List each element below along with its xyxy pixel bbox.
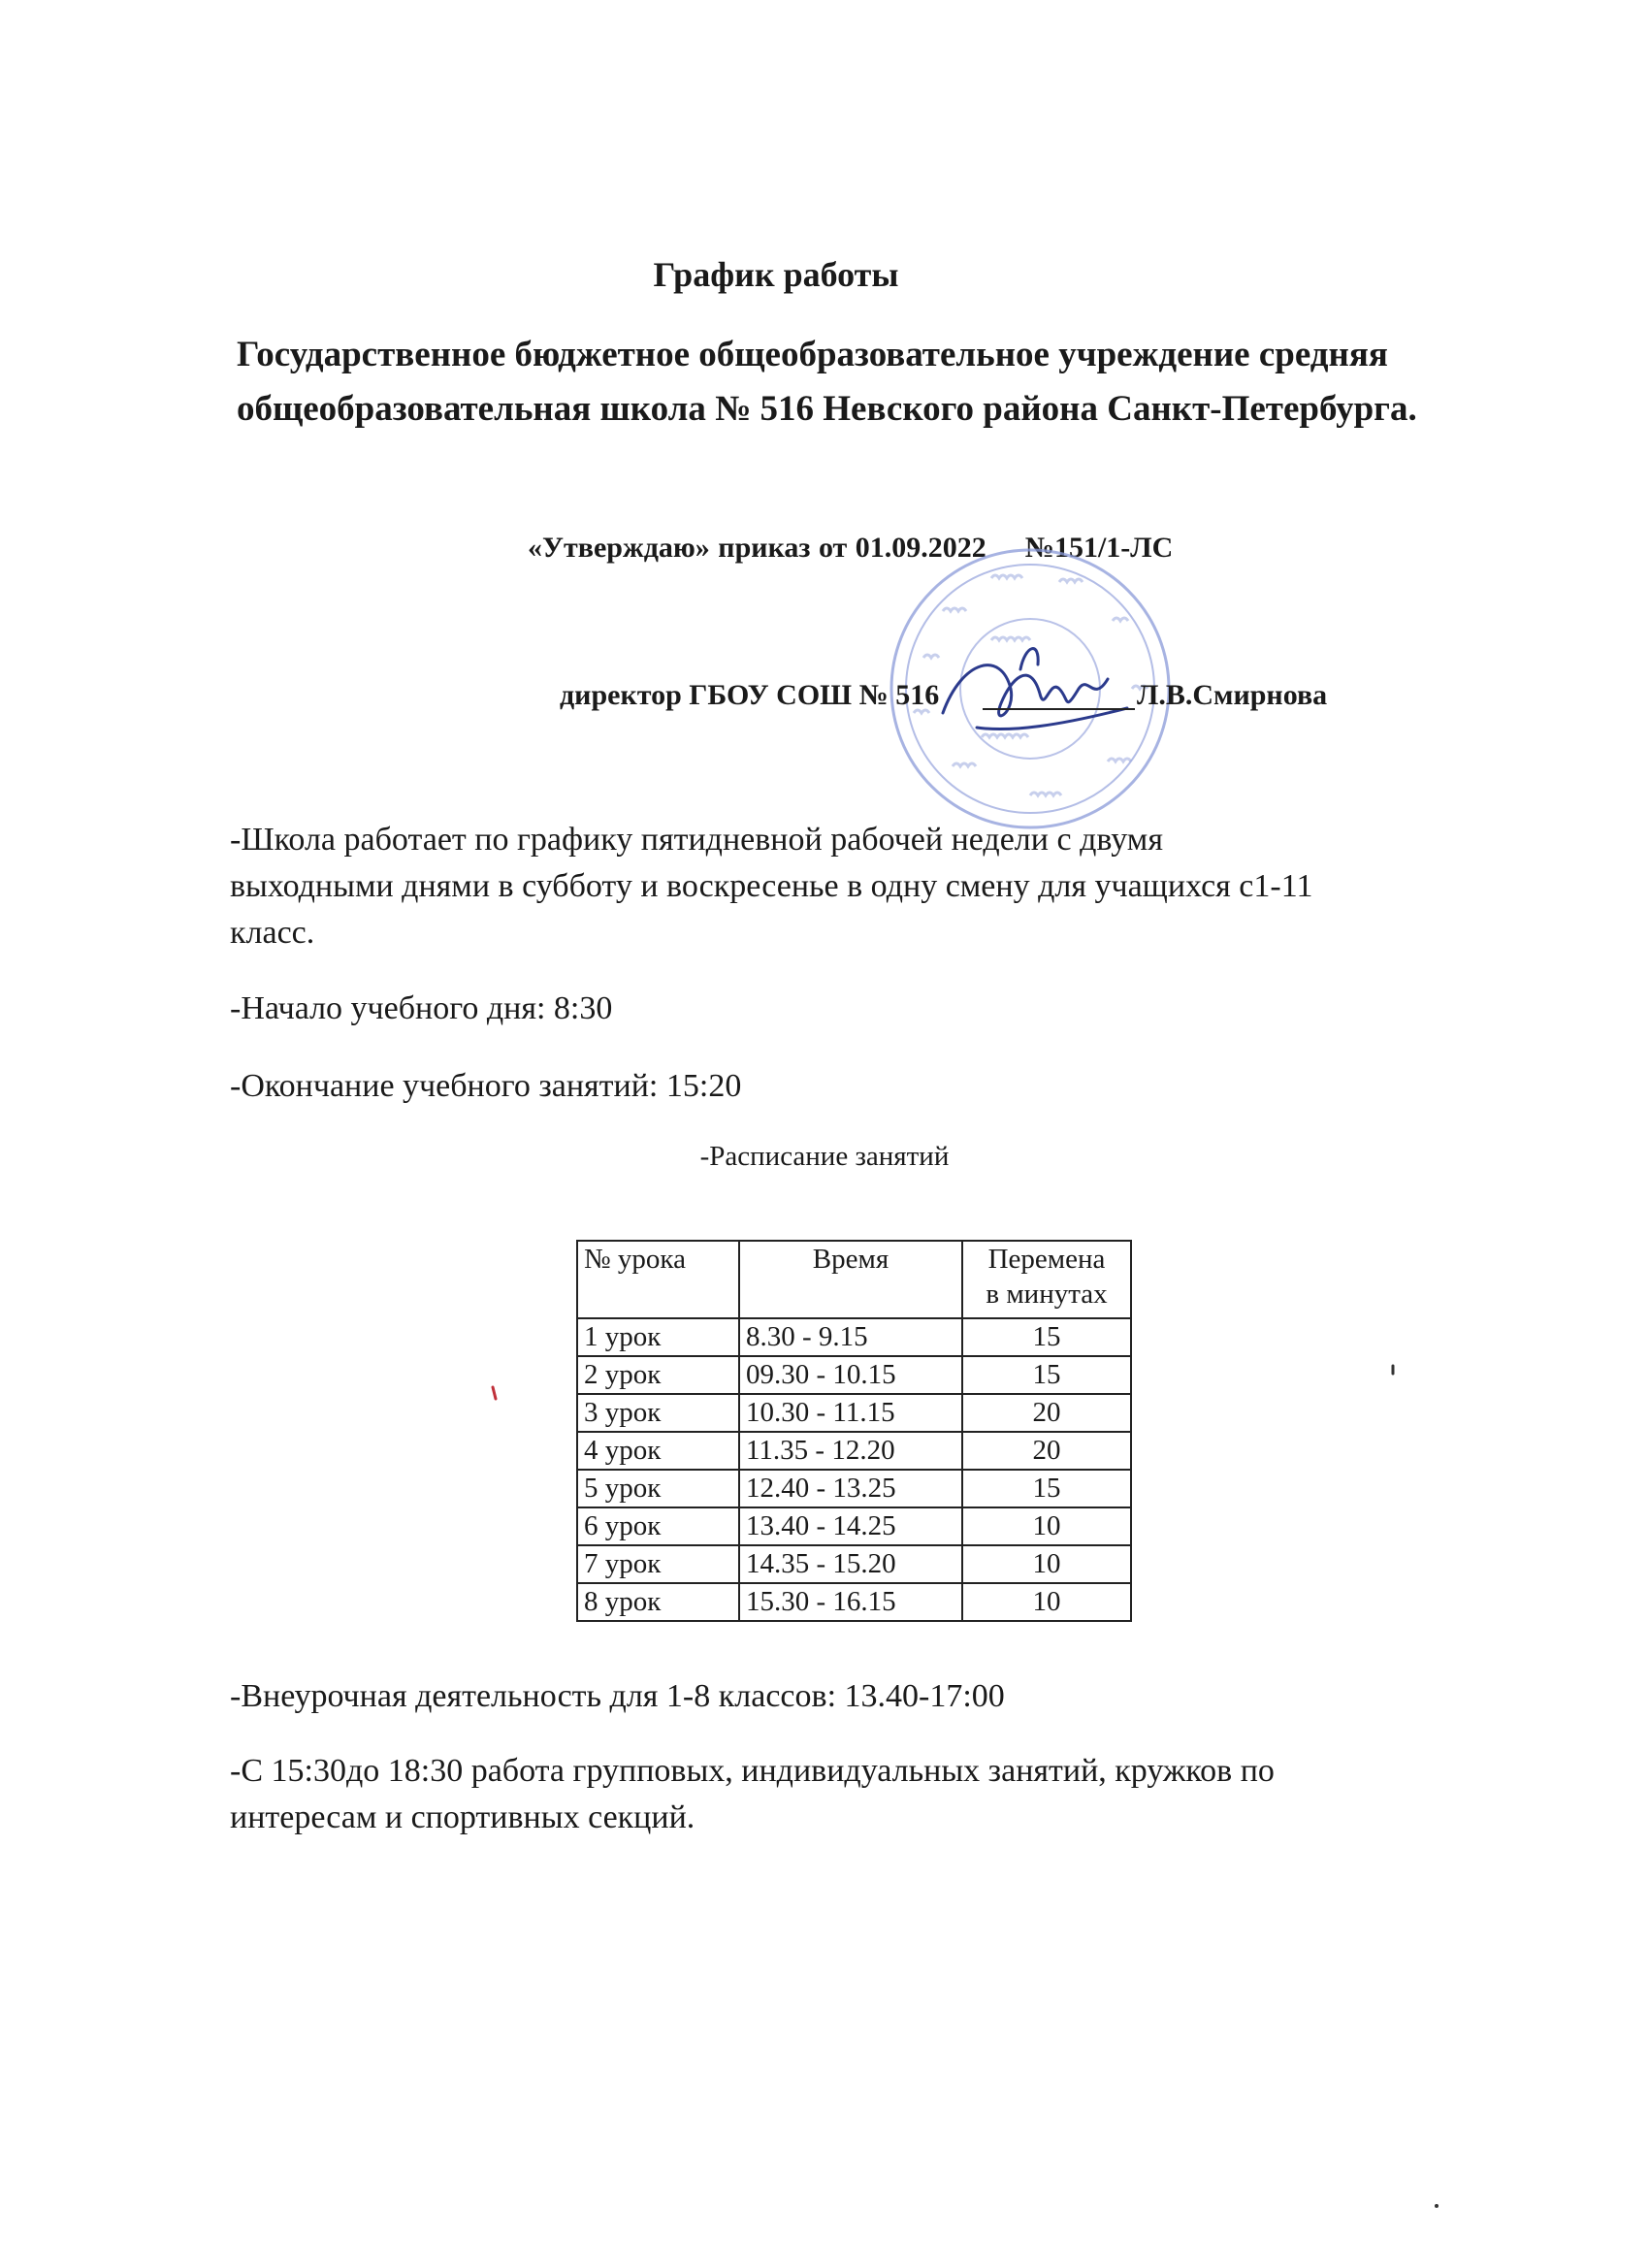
group-activities-line-2: интересам и спортивных секций.	[230, 1799, 695, 1835]
table-row	[577, 1470, 1131, 1507]
work-week-line-2: выходными днями в субботу и воскресенье в одну смену для учащихся с1-11	[230, 868, 1313, 904]
lesson-cell: 8 урок	[577, 1583, 739, 1621]
scan-speck	[1433, 2202, 1440, 2210]
break-cell: 15	[962, 1356, 1131, 1394]
table-row	[577, 1545, 1131, 1583]
break-cell: 10	[962, 1583, 1131, 1621]
lesson-cell: 2 урок	[577, 1356, 739, 1394]
director-name: Л.В.Смирнова	[1137, 679, 1328, 711]
lesson-cell: 4 урок	[577, 1432, 739, 1470]
header-break-line-1: Перемена	[987, 1244, 1106, 1275]
lesson-cell: 6 урок	[577, 1507, 739, 1545]
header-break	[962, 1241, 1131, 1318]
classes-end: -Окончание учебного занятий: 15:20	[230, 1068, 742, 1104]
time-cell: 8.30 - 9.15	[739, 1318, 962, 1356]
extracurricular-activities: -Внеурочная деятельность для 1-8 классов: 13.40-17:00	[230, 1678, 1005, 1714]
time-cell: 14.35 - 15.20	[739, 1545, 962, 1583]
table-row	[577, 1432, 1131, 1470]
school-day-start: -Начало учебного дня: 8:30	[230, 990, 613, 1026]
time-cell: 12.40 - 13.25	[739, 1470, 962, 1507]
time-cell: 13.40 - 14.25	[739, 1507, 962, 1545]
organization-name-line-2: общеобразовательная школа № 516 Невского района Санкт-Петербурга.	[237, 389, 1417, 429]
group-activities-line-1: -С 15:30до 18:30 работа групповых, индивидуальных занятий, кружков по	[230, 1753, 1275, 1789]
break-cell: 20	[962, 1394, 1131, 1432]
break-cell: 15	[962, 1318, 1131, 1356]
break-cell: 20	[962, 1432, 1131, 1470]
break-cell: 10	[962, 1507, 1131, 1545]
approval-text: «Утверждаю» приказ от 01.09.2022	[528, 532, 986, 564]
time-cell: 11.35 - 12.20	[739, 1432, 962, 1470]
table-row	[577, 1507, 1131, 1545]
organization-name-line-1: Государственное бюджетное общеобразовательное учреждение средняя	[237, 335, 1388, 374]
work-week-line-1: -Школа работает по графику пятидневной рабочей недели с двумя	[230, 822, 1163, 858]
table-row	[577, 1394, 1131, 1432]
time-cell: 10.30 - 11.15	[739, 1394, 962, 1432]
header-lesson: № урока	[577, 1241, 739, 1318]
director-title: директор ГБОУ СОШ № 516	[560, 679, 940, 711]
lesson-schedule-table	[576, 1240, 1132, 1622]
table-header-row	[577, 1241, 1131, 1318]
document-title: График работы	[653, 255, 899, 294]
lesson-cell: 3 урок	[577, 1394, 739, 1432]
work-week-line-3: класс.	[230, 915, 315, 951]
table-row	[577, 1583, 1131, 1621]
table-row	[577, 1356, 1131, 1394]
signature-line	[983, 708, 1135, 710]
time-cell: 09.30 - 10.15	[739, 1356, 962, 1394]
lesson-cell: 5 урок	[577, 1470, 739, 1507]
schedule-heading: -Расписание занятий	[699, 1141, 950, 1172]
header-time: Время	[739, 1241, 962, 1318]
break-cell: 15	[962, 1470, 1131, 1507]
time-cell: 15.30 - 16.15	[739, 1583, 962, 1621]
table-row	[577, 1318, 1131, 1356]
header-break-line-2: в минутах	[986, 1279, 1108, 1310]
break-cell: 10	[962, 1545, 1131, 1583]
scan-speck	[1389, 1364, 1397, 1376]
lesson-cell: 7 урок	[577, 1545, 739, 1583]
lesson-cell: 1 урок	[577, 1318, 739, 1356]
scan-speck-red	[490, 1385, 500, 1401]
order-number: №151/1-ЛС	[1024, 532, 1174, 564]
